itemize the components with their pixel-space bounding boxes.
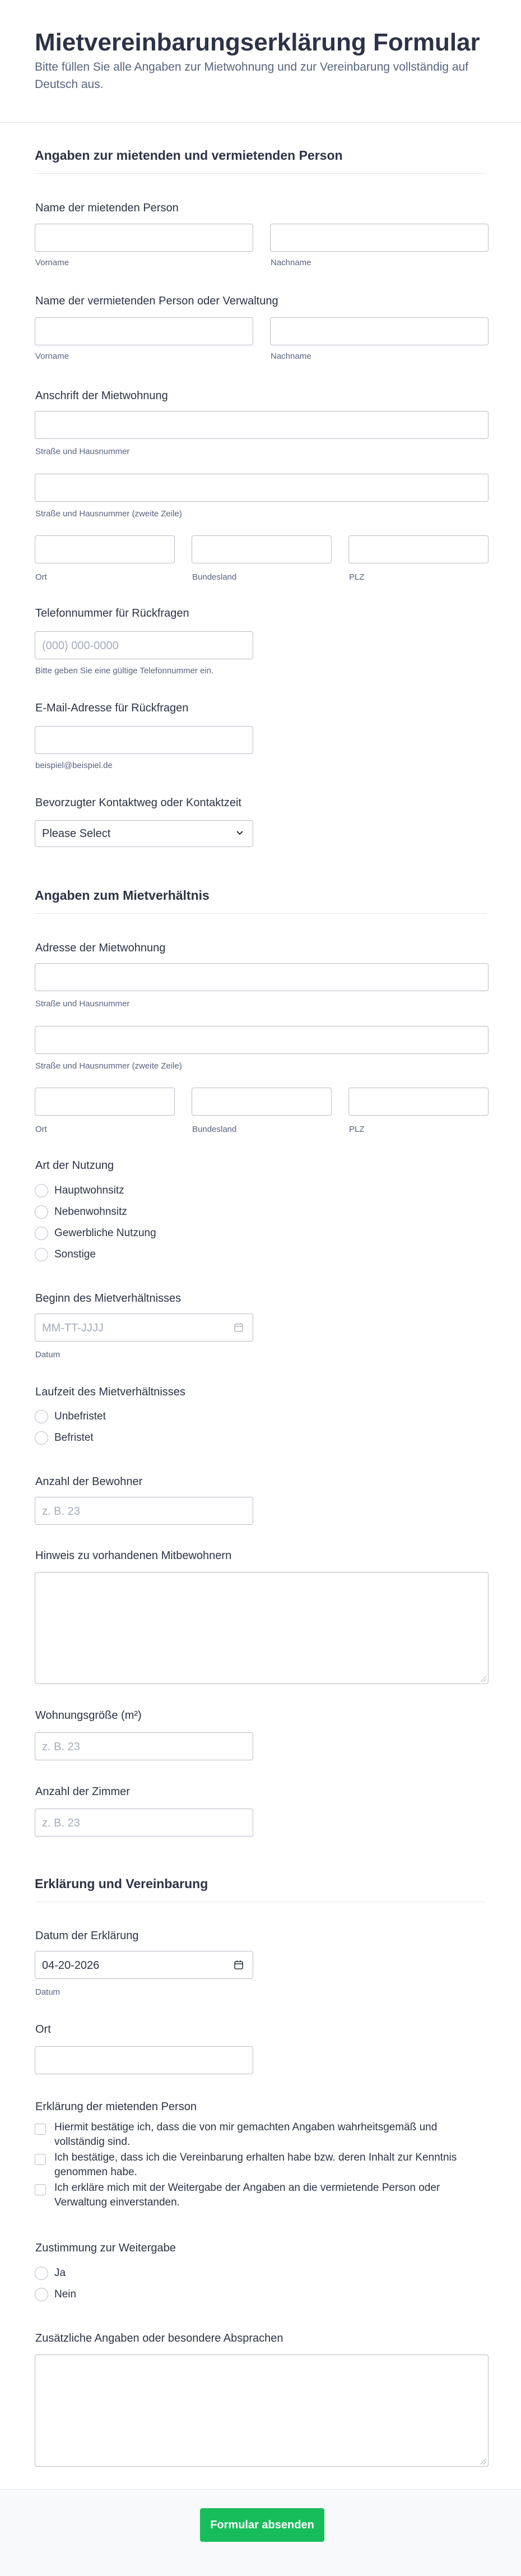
- address-state-input[interactable]: [192, 535, 332, 563]
- header-divider: [0, 122, 521, 123]
- section-divider: [35, 173, 486, 174]
- notes-label: Zusätzliche Angaben oder besondere Absprachen: [35, 2332, 283, 2344]
- declaration-checkbox-consent[interactable]: [35, 2184, 46, 2195]
- phone-placeholder: (000) 000-0000: [42, 640, 119, 652]
- address-street-input[interactable]: [35, 411, 489, 439]
- address-city-input[interactable]: [35, 535, 175, 563]
- rental-street2-input[interactable]: [35, 1026, 489, 1054]
- address-street-sublabel: Straße und Hausnummer: [35, 447, 130, 456]
- usage-radio-commercial[interactable]: [35, 1227, 48, 1240]
- calendar-icon[interactable]: [234, 1322, 244, 1333]
- declaration-date-sublabel: Datum: [35, 1987, 61, 1997]
- usage-radio-secondary[interactable]: [35, 1205, 48, 1219]
- section-heading-parties: Angaben zur mietenden und vermietenden Person: [35, 148, 343, 163]
- tenant-name-label: Name der mietenden Person: [35, 202, 179, 214]
- form-title: Mietvereinbarungserklärung Formular: [35, 29, 480, 56]
- notes-textarea[interactable]: [35, 2355, 489, 2467]
- resize-handle-icon[interactable]: [481, 1676, 486, 1682]
- rental-zip-sublabel: PLZ: [349, 1125, 365, 1134]
- rental-state-sublabel: Bundesland: [192, 1125, 237, 1134]
- usage-option-label: Sonstige: [54, 1248, 96, 1260]
- size-placeholder: z. B. 23: [42, 1741, 80, 1753]
- address-label: Anschrift der Mietwohnung: [35, 390, 168, 402]
- tenant-declaration-label: Erklärung der mietenden Person: [35, 2101, 197, 2113]
- submit-button[interactable]: Formular absenden: [200, 2508, 324, 2542]
- email-input[interactable]: [35, 726, 253, 754]
- address-street2-sublabel: Straße und Hausnummer (zweite Zeile): [35, 509, 182, 519]
- usage-label: Art der Nutzung: [35, 1159, 114, 1172]
- contact-select-value: Please Select: [42, 827, 111, 840]
- address-zip-sublabel: PLZ: [349, 572, 365, 582]
- usage-radio-other[interactable]: [35, 1248, 48, 1261]
- rooms-label: Anzahl der Zimmer: [35, 1786, 130, 1798]
- declaration-checkbox-received[interactable]: [35, 2154, 46, 2165]
- usage-option-label: Gewerbliche Nutzung: [54, 1227, 156, 1239]
- resize-handle-icon[interactable]: [481, 2459, 486, 2464]
- address-state-sublabel: Bundesland: [192, 572, 237, 582]
- rental-zip-input[interactable]: [348, 1088, 489, 1116]
- cotenants-textarea[interactable]: [35, 1572, 489, 1684]
- consent-radio-no[interactable]: [35, 2288, 48, 2301]
- phone-label: Telefonnummer für Rückfragen: [35, 607, 189, 619]
- place-label: Ort: [35, 2023, 51, 2036]
- place-input[interactable]: [35, 2046, 253, 2074]
- duration-radio-unlimited[interactable]: [35, 1410, 48, 1423]
- rental-city-input[interactable]: [35, 1088, 175, 1116]
- consent-radio-yes[interactable]: [35, 2267, 48, 2280]
- rental-address-label: Adresse der Mietwohnung: [35, 942, 166, 954]
- duration-radio-limited[interactable]: [35, 1431, 48, 1445]
- start-date-label: Beginn des Mietverhältnisses: [35, 1292, 182, 1305]
- address-city-sublabel: Ort: [35, 572, 47, 582]
- rental-street-input[interactable]: [35, 963, 489, 991]
- cotenants-label: Hinweis zu vorhandenen Mitbewohnern: [35, 1550, 232, 1562]
- landlord-name-label: Name der vermietenden Person oder Verwaltung: [35, 295, 278, 307]
- residents-label: Anzahl der Bewohner: [35, 1476, 143, 1488]
- start-date-placeholder: MM-TT-JJJJ: [42, 1322, 104, 1334]
- rental-street2-sublabel: Straße und Hausnummer (zweite Zeile): [35, 1061, 182, 1071]
- size-label: Wohnungsgröße (m²): [35, 1709, 142, 1722]
- calendar-icon[interactable]: [234, 1960, 244, 1970]
- declaration-date-label: Datum der Erklärung: [35, 1930, 139, 1942]
- tenant-first-name-input[interactable]: [35, 224, 253, 252]
- consent-label: Zustimmung zur Weitergabe: [35, 2242, 176, 2254]
- declaration-date-value: 04-20-2026: [42, 1959, 100, 1972]
- email-label: E-Mail-Adresse für Rückfragen: [35, 702, 189, 714]
- section-heading-declaration: Erklärung und Vereinbarung: [35, 1876, 208, 1891]
- phone-hint: Bitte geben Sie eine gültige Telefonnummer ein.: [35, 666, 214, 676]
- landlord-last-name-sublabel: Nachname: [271, 352, 311, 361]
- consent-option-label: Ja: [54, 2267, 66, 2279]
- consent-option-label: Nein: [54, 2288, 77, 2300]
- rental-state-input[interactable]: [192, 1088, 332, 1116]
- tenant-last-name-input[interactable]: [270, 224, 489, 252]
- landlord-first-name-input[interactable]: [35, 317, 253, 345]
- rooms-placeholder: z. B. 23: [42, 1817, 80, 1829]
- usage-option-label: Hauptwohnsitz: [54, 1185, 124, 1196]
- email-hint: beispiel@beispiel.de: [35, 761, 113, 770]
- start-date-sublabel: Datum: [35, 1350, 61, 1359]
- duration-option-label: Befristet: [54, 1432, 94, 1444]
- residents-placeholder: z. B. 23: [42, 1505, 80, 1518]
- declaration-option-label: Ich erkläre mich mit der Weitergabe der Angaben an die vermietende Person oder Verwaltung einverstanden.: [54, 2182, 440, 2208]
- usage-radio-primary[interactable]: [35, 1184, 48, 1197]
- declaration-checkbox-truthful[interactable]: [35, 2124, 46, 2135]
- form-subtitle: Bitte füllen Sie alle Angaben zur Mietwohnung und zur Vereinbarung vollständig auf Deutsch aus.: [35, 61, 469, 91]
- tenant-last-name-sublabel: Nachname: [271, 258, 311, 267]
- section-divider: [35, 913, 486, 914]
- landlord-first-name-sublabel: Vorname: [35, 352, 69, 361]
- duration-option-label: Unbefristet: [54, 1410, 106, 1422]
- tenant-first-name-sublabel: Vorname: [35, 258, 69, 267]
- landlord-last-name-input[interactable]: [270, 317, 489, 345]
- duration-label: Laufzeit des Mietverhältnisses: [35, 1386, 185, 1398]
- rental-street-sublabel: Straße und Hausnummer: [35, 999, 130, 1009]
- chevron-down-icon: [236, 830, 244, 836]
- rental-city-sublabel: Ort: [35, 1125, 47, 1134]
- usage-option-label: Nebenwohnsitz: [54, 1206, 127, 1218]
- section-heading-tenancy: Angaben zum Mietverhältnis: [35, 888, 210, 903]
- address-zip-input[interactable]: [348, 535, 489, 563]
- contact-label: Bevorzugter Kontaktweg oder Kontaktzeit: [35, 797, 241, 809]
- declaration-option-label: Ich bestätige, dass ich die Vereinbarung erhalten habe bzw. deren Inhalt zur Kenntnis genommen habe.: [54, 2152, 457, 2178]
- address-street2-input[interactable]: [35, 474, 489, 502]
- declaration-option-label: Hiermit bestätige ich, dass die von mir gemachten Angaben wahrheitsgemäß und vollständig sind.: [54, 2121, 438, 2148]
